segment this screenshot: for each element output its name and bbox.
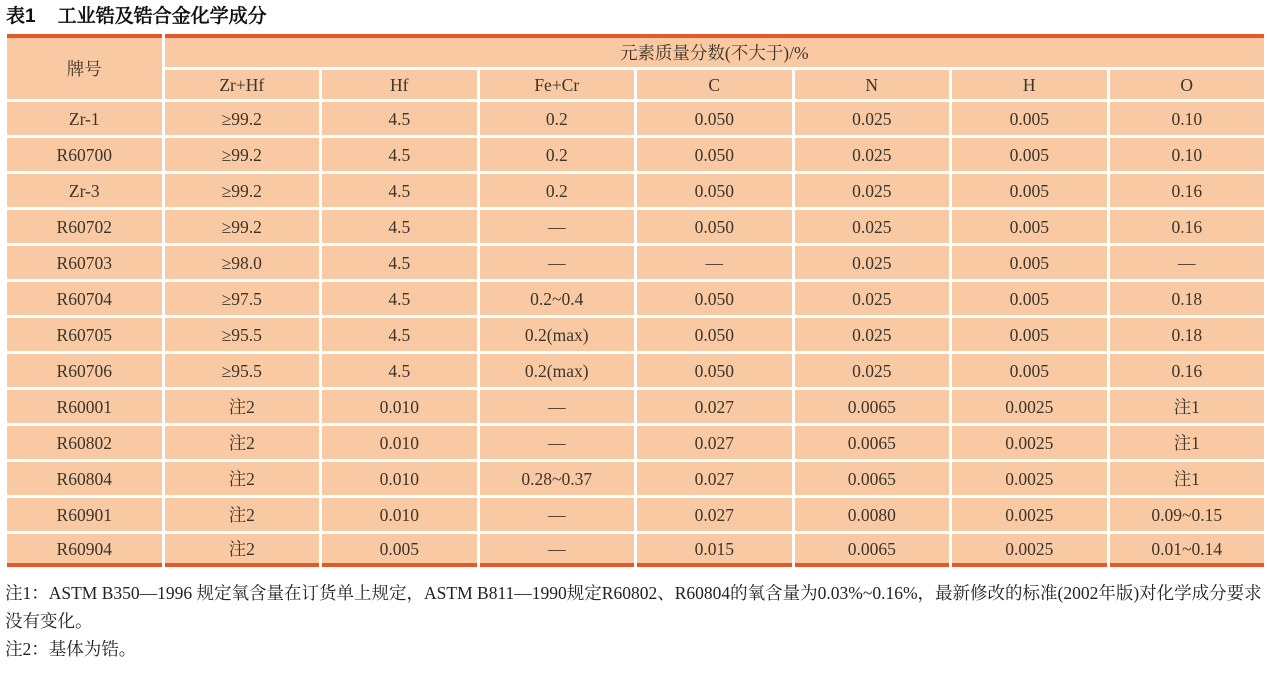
value-cell: 0.015 <box>637 534 792 567</box>
grade-cell: R60700 <box>7 138 162 171</box>
value-cell: 0.025 <box>795 318 950 351</box>
grade-cell: R60904 <box>7 534 162 567</box>
value-cell: 4.5 <box>322 174 477 207</box>
value-cell: ≥99.2 <box>165 174 320 207</box>
column-header-c: C <box>637 70 792 99</box>
grade-cell: R60802 <box>7 426 162 459</box>
value-cell: — <box>480 390 635 423</box>
table-caption: 工业锆及锆合金化学成分 <box>57 6 267 27</box>
table-row <box>7 498 1264 531</box>
value-cell: 0.005 <box>952 246 1107 279</box>
value-cell: 0.025 <box>795 174 950 207</box>
value-cell: 0.005 <box>952 174 1107 207</box>
column-header-grade: 牌号 <box>7 34 162 99</box>
value-cell: 0.18 <box>1110 318 1265 351</box>
table-row <box>7 138 1264 171</box>
value-cell: 4.5 <box>322 246 477 279</box>
value-cell: 0.050 <box>637 354 792 387</box>
value-cell: 0.0080 <box>795 498 950 531</box>
group-header-row <box>7 34 1264 67</box>
value-cell: — <box>480 210 635 243</box>
value-cell: ≥95.5 <box>165 318 320 351</box>
grade-cell: R60703 <box>7 246 162 279</box>
value-cell: 0.2 <box>480 138 635 171</box>
value-cell: 0.025 <box>795 210 950 243</box>
value-cell: 0.027 <box>637 390 792 423</box>
value-cell: 0.0025 <box>952 534 1107 567</box>
value-cell: 0.005 <box>952 102 1107 135</box>
value-cell: 0.025 <box>795 138 950 171</box>
value-cell: 0.2 <box>480 102 635 135</box>
value-cell: ≥99.2 <box>165 102 320 135</box>
value-cell: 0.027 <box>637 426 792 459</box>
value-cell: 0.010 <box>322 390 477 423</box>
value-cell: 0.0025 <box>952 390 1107 423</box>
table-row <box>7 246 1264 279</box>
table-row <box>7 102 1264 135</box>
value-cell: 0.050 <box>637 102 792 135</box>
column-header-group: 元素质量分数(不大于)/% <box>165 34 1265 67</box>
value-cell: 0.0065 <box>795 426 950 459</box>
value-cell: 0.18 <box>1110 282 1265 315</box>
column-header-o: O <box>1110 70 1265 99</box>
table-row <box>7 426 1264 459</box>
value-cell: 4.5 <box>322 138 477 171</box>
value-cell: 0.027 <box>637 462 792 495</box>
value-cell: 0.005 <box>952 210 1107 243</box>
table-row <box>7 282 1264 315</box>
value-cell: 0.027 <box>637 498 792 531</box>
value-cell: 0.16 <box>1110 210 1265 243</box>
grade-cell: R60705 <box>7 318 162 351</box>
value-cell: 0.050 <box>637 318 792 351</box>
table-number: 表1 <box>6 6 36 27</box>
value-cell: ≥99.2 <box>165 138 320 171</box>
value-cell: 0.005 <box>952 318 1107 351</box>
column-header-hf: Hf <box>322 70 477 99</box>
value-cell: 0.025 <box>795 354 950 387</box>
value-cell: 0.050 <box>637 282 792 315</box>
value-cell: 0.050 <box>637 210 792 243</box>
value-cell: 4.5 <box>322 354 477 387</box>
grade-cell: Zr-1 <box>7 102 162 135</box>
value-cell: 注1 <box>1110 390 1265 423</box>
grade-cell: R60702 <box>7 210 162 243</box>
value-cell: 0.0025 <box>952 498 1107 531</box>
value-cell: 0.2~0.4 <box>480 282 635 315</box>
value-cell: 0.010 <box>322 498 477 531</box>
value-cell: 0.16 <box>1110 354 1265 387</box>
value-cell: 0.010 <box>322 462 477 495</box>
value-cell: 0.0065 <box>795 534 950 567</box>
grade-cell: Zr-3 <box>7 174 162 207</box>
value-cell: 0.0065 <box>795 462 950 495</box>
value-cell: 4.5 <box>322 318 477 351</box>
column-header-h: H <box>952 70 1107 99</box>
table-notes <box>4 579 1269 663</box>
value-cell: 4.5 <box>322 282 477 315</box>
value-cell: 注2 <box>165 534 320 567</box>
value-cell: — <box>480 534 635 567</box>
value-cell: 注1 <box>1110 462 1265 495</box>
value-cell: — <box>637 246 792 279</box>
value-cell: 注2 <box>165 462 320 495</box>
composition-table <box>4 31 1267 570</box>
value-cell: 4.5 <box>322 210 477 243</box>
value-cell: ≥95.5 <box>165 354 320 387</box>
value-cell: 0.050 <box>637 174 792 207</box>
note-2: 注2：基体为锆。 <box>5 639 137 659</box>
value-cell: 0.025 <box>795 102 950 135</box>
value-cell: — <box>1110 246 1265 279</box>
value-cell: 0.005 <box>322 534 477 567</box>
value-cell: 0.025 <box>795 246 950 279</box>
value-cell: 0.2(max) <box>480 354 635 387</box>
value-cell: 0.005 <box>952 282 1107 315</box>
grade-cell: R60001 <box>7 390 162 423</box>
value-cell: 0.09~0.15 <box>1110 498 1265 531</box>
table-row <box>7 354 1264 387</box>
value-cell: 0.010 <box>322 426 477 459</box>
table-row <box>7 174 1264 207</box>
value-cell: — <box>480 246 635 279</box>
table-title <box>4 2 1267 31</box>
value-cell: 0.0065 <box>795 390 950 423</box>
value-cell: 4.5 <box>322 102 477 135</box>
value-cell: 0.10 <box>1110 138 1265 171</box>
value-cell: 0.0025 <box>952 426 1107 459</box>
grade-cell: R60704 <box>7 282 162 315</box>
note-1: 注1：ASTM B350—1996 规定氧含量在订货单上规定，ASTM B811—1990规定R60802、R60804的氧含量为0.03%~0.16%，最新修改的标准(2002年版)对化学成分要求没有变化。 <box>5 583 1262 631</box>
column-header-fe-cr: Fe+Cr <box>480 70 635 99</box>
value-cell: ≥98.0 <box>165 246 320 279</box>
column-header-n: N <box>795 70 950 99</box>
value-cell: 0.050 <box>637 138 792 171</box>
column-header-zr-hf: Zr+Hf <box>165 70 320 99</box>
value-cell: 0.10 <box>1110 102 1265 135</box>
value-cell: ≥97.5 <box>165 282 320 315</box>
value-cell: 0.28~0.37 <box>480 462 635 495</box>
grade-cell: R60901 <box>7 498 162 531</box>
value-cell: 0.16 <box>1110 174 1265 207</box>
value-cell: 0.0025 <box>952 462 1107 495</box>
table-row <box>7 210 1264 243</box>
value-cell: 0.025 <box>795 282 950 315</box>
table-row <box>7 462 1264 495</box>
value-cell: — <box>480 426 635 459</box>
grade-cell: R60804 <box>7 462 162 495</box>
value-cell: 0.2(max) <box>480 318 635 351</box>
value-cell: ≥99.2 <box>165 210 320 243</box>
table-row <box>7 534 1264 567</box>
value-cell: 0.01~0.14 <box>1110 534 1265 567</box>
table-row <box>7 390 1264 423</box>
value-cell: 注1 <box>1110 426 1265 459</box>
value-cell: 注2 <box>165 426 320 459</box>
value-cell: 0.005 <box>952 354 1107 387</box>
value-cell: 0.2 <box>480 174 635 207</box>
subheader-row <box>7 70 1264 99</box>
grade-cell: R60706 <box>7 354 162 387</box>
value-cell: — <box>480 498 635 531</box>
value-cell: 0.005 <box>952 138 1107 171</box>
value-cell: 注2 <box>165 498 320 531</box>
table-row <box>7 318 1264 351</box>
value-cell: 注2 <box>165 390 320 423</box>
